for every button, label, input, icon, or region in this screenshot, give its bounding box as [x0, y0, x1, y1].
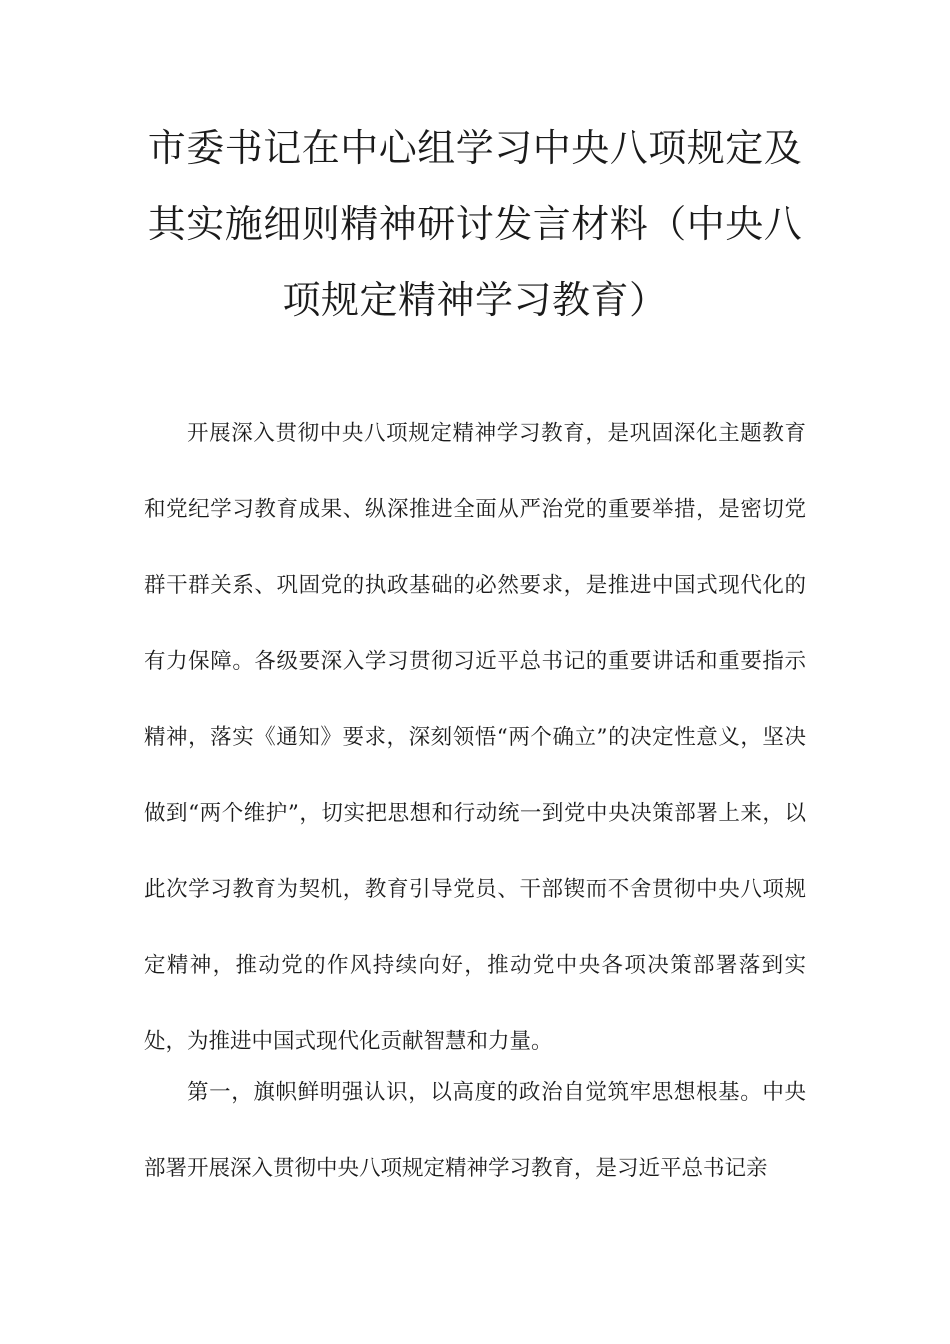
body-paragraph-2: 第一，旗帜鲜明强认识，以高度的政治自觉筑牢思想根基。中央部署开展深入贯彻中央八项规定精神学习教育，是习近平总书记亲 — [144, 1080, 806, 1181]
document-title: 市委书记在中心组学习中央八项规定及其实施细则精神研讨发言材料（中央八项规定精神学习教育） — [147, 126, 803, 322]
body-paragraph-1: 开展深入贯彻中央八项规定精神学习教育，是巩固深化主题教育和党纪学习教育成果、纵深推进全面从严治党的重要举措，是密切党群干群关系、巩固党的执政基础的必然要求，是推进中国式现代化的有力保障。各级要深入学习贯彻习近平总书记的重要讲话和重要指示精神，落实《通知》要求，深刻领悟“两个确立”的决定性意义，坚决做到“两个维护”，切实把思想和行动统一到党中央决策部署上来，以此次学习教育为契机，教育引导党员、干部锲而不舍贯彻中央八项规定精神，推动党的作风持续向好，推动党中央各项决策部署落到实处，为推进中国式现代化贡献智慧和力量。 — [144, 421, 806, 1054]
